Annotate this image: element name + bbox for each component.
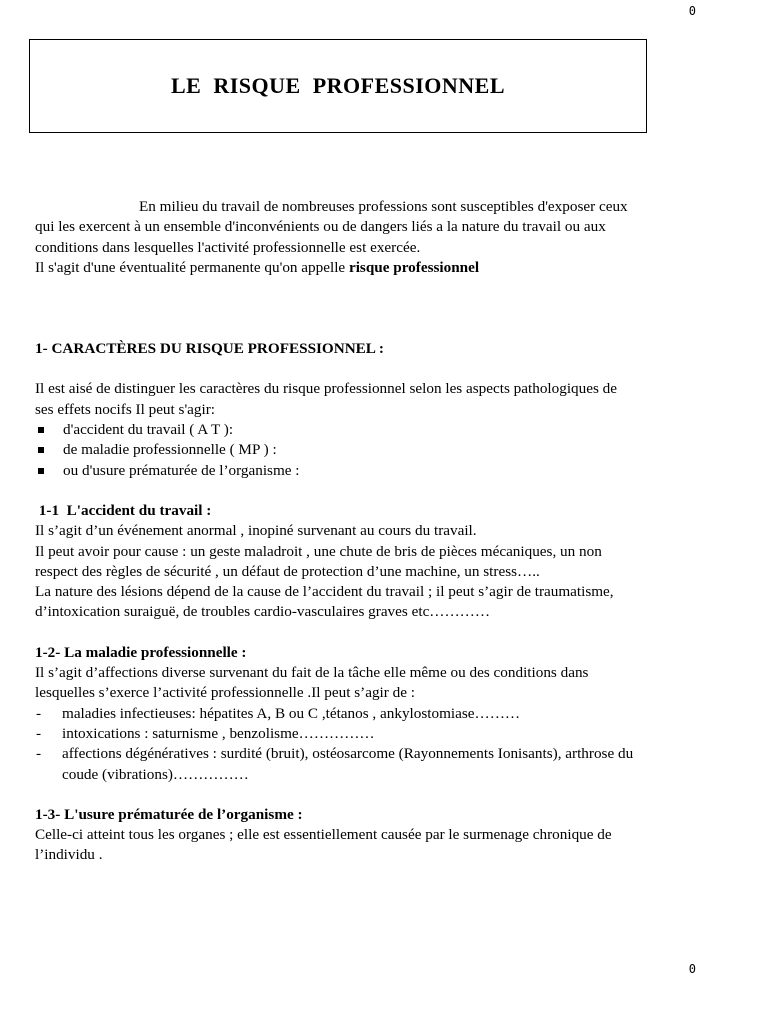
page-title: LE RISQUE PROFESSIONNEL [170,73,506,98]
subsection-1-3-heading: 1-3- L'usure prématurée de l’organisme : [35,805,303,823]
document-body [35,197,635,866]
definition-prefix: Il s'agit d'une éventualité permanente qu'on appelle [35,258,349,276]
subsection-1-1-line: Il s’agit d’un événement anormal , inopiné survenant au cours du travail. [35,522,477,540]
diseases-list [35,704,635,785]
subsection-1-1-line: La nature des lésions dépend de la cause de l’accident du travail ; il peut s’agir de traumatisme, d’intoxication suraiguë, de troubles cardio-vasculaires graves etc………… [35,583,614,621]
list-item: d'accident du travail ( A T ): [35,420,635,440]
section-1-text: Il est aisé de distinguer les caractères du risque professionnel selon les aspects pathologiques de ses effets nocifs Il peut s'agir: [35,380,618,418]
intro-paragraph: En milieu du travail de nombreuses professions sont susceptibles d'exposer ceux qui les exercent à un ensemble d'inconvénients ou de dangers liés a la nature du travail ou aux conditions dans lesquelles l'activité professionnelle est exercée. [35,198,628,256]
section-1-heading: 1- CARACTÈRES DU RISQUE PROFESSIONNEL : [35,340,384,358]
title-box [29,39,647,133]
characteristics-list [35,420,635,481]
page-number-bottom: 0 [688,962,696,976]
page-number-top: 0 [688,4,696,18]
list-item: - maladies infectieuses: hépatites A, B ou C ,tétanos , ankylostomiase……… [35,704,635,724]
subsection-1-2-text: Il s’agit d’affections diverse survenant du fait de la tâche elle même ou des conditions dans lesquelles s’exerce l’activité professionnelle .Il peut s’agir de : [35,664,589,702]
definition-term: risque professionnel [348,258,480,276]
subsection-1-1-line: Il peut avoir pour cause : un geste maladroit , une chute de bris de pièces mécaniques, un non respect des règles de sécurité , un défaut de protection d’une machine, un stress….. [35,542,602,580]
intro-definition [35,258,635,278]
subsection-1-1-heading: 1-1 L'accident du travail : [35,501,212,519]
list-item: ou d'usure prématurée de l’organisme : [35,461,635,481]
list-item: - intoxications : saturnisme , benzolisme…………… [35,724,635,744]
list-item: de maladie professionnelle ( MP ) : [35,440,635,460]
list-item: - affections dégénératives : surdité (bruit), ostéosarcome (Rayonnements Ionisants), arthrose du coude (vibrations)…………… [35,744,635,785]
subsection-1-2-heading: 1-2- La maladie professionnelle : [35,643,247,661]
subsection-1-3-text: Celle-ci atteint tous les organes ; elle est essentiellement causée par le surmenage chronique de l’individu . [35,826,612,864]
